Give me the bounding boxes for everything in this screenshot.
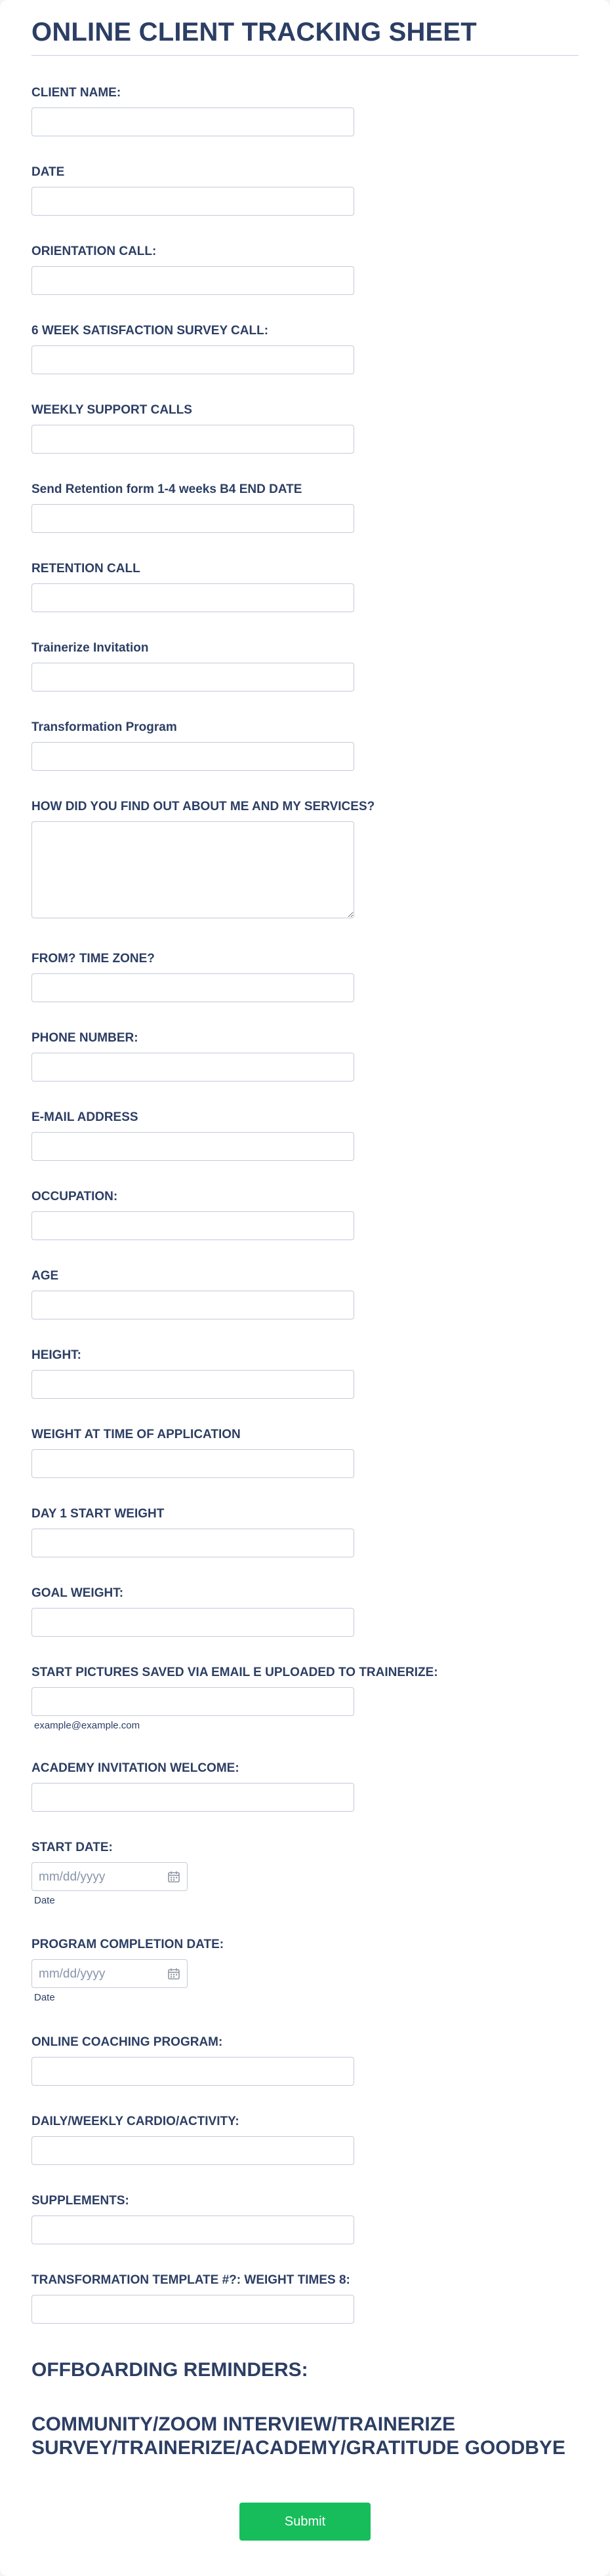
field-trainerize-invitation [31, 640, 579, 692]
field-label: FROM? TIME ZONE? [31, 952, 155, 966]
field-satisfaction-survey-call [31, 323, 579, 374]
field-start-pictures-email [31, 1665, 579, 1731]
client-name-input[interactable] [31, 107, 354, 136]
field-academy-invitation [31, 1761, 579, 1812]
field-label: ORIENTATION CALL: [31, 244, 157, 258]
field-label: AGE [31, 1269, 59, 1283]
field-label: TRANSFORMATION TEMPLATE #?: WEIGHT TIMES 8: [31, 2273, 350, 2287]
calendar-icon[interactable] [167, 1967, 180, 1980]
field-weekly-support-calls [31, 402, 579, 454]
field-label: E-MAIL ADDRESS [31, 1110, 138, 1124]
field-label: START DATE: [31, 1841, 113, 1854]
field-age [31, 1268, 579, 1319]
field-retention-call [31, 561, 579, 612]
field-client-name [31, 85, 579, 136]
transformation-program-input[interactable] [31, 742, 354, 771]
field-start-date [31, 1840, 579, 1906]
community-heading: COMMUNITY/ZOOM INTERVIEW/TRAINERIZE SURVEY/TRAINERIZE/ACADEMY/GRATITUDE GOODBYE [31, 2413, 565, 2459]
retention-form-input[interactable] [31, 504, 354, 533]
date-input[interactable] [31, 187, 354, 216]
field-orientation-call [31, 244, 579, 295]
date-sublabel: Date [34, 1992, 55, 2003]
supplements-input[interactable] [31, 2215, 354, 2244]
trainerize-invitation-input[interactable] [31, 663, 354, 692]
field-label: START PICTURES SAVED VIA EMAIL E UPLOADED TO TRAINERIZE: [31, 1666, 438, 1679]
form-title: ONLINE CLIENT TRACKING SHEET [31, 17, 579, 56]
field-label: WEEKLY SUPPORT CALLS [31, 403, 192, 417]
field-transformation-template [31, 2273, 579, 2324]
occupation-input[interactable] [31, 1211, 354, 1240]
field-label: DAILY/WEEKLY CARDIO/ACTIVITY: [31, 2115, 239, 2128]
field-cardio-activity [31, 2114, 579, 2165]
field-label: OCCUPATION: [31, 1190, 118, 1203]
field-label: DAY 1 START WEIGHT [31, 1507, 165, 1521]
field-label: HOW DID YOU FIND OUT ABOUT ME AND MY SERVICES? [31, 800, 375, 813]
completion-date-input[interactable] [31, 1959, 188, 1988]
field-label: ONLINE COACHING PROGRAM: [31, 2035, 223, 2049]
transformation-template-input[interactable] [31, 2295, 354, 2324]
field-time-zone [31, 951, 579, 1002]
start-date-input[interactable] [31, 1862, 188, 1891]
field-program-completion-date [31, 1937, 579, 2003]
field-label: Transformation Program [31, 720, 177, 734]
field-occupation [31, 1189, 579, 1240]
email-address-input[interactable] [31, 1132, 354, 1161]
online-coaching-program-input[interactable] [31, 2057, 354, 2086]
age-input[interactable] [31, 1291, 354, 1319]
how-did-you-find-textarea[interactable] [31, 821, 354, 918]
field-retention-form [31, 482, 579, 533]
field-phone-number [31, 1030, 579, 1082]
field-label: Trainerize Invitation [31, 641, 149, 655]
calendar-icon[interactable] [167, 1870, 180, 1883]
orientation-call-input[interactable] [31, 266, 354, 295]
height-input[interactable] [31, 1370, 354, 1399]
weekly-support-calls-input[interactable] [31, 425, 354, 454]
field-label: DATE [31, 165, 65, 179]
field-label: SUPPLEMENTS: [31, 2194, 129, 2208]
email-sublabel: example@example.com [34, 1720, 140, 1731]
field-date [31, 165, 579, 216]
phone-number-input[interactable] [31, 1053, 354, 1082]
field-label: CLIENT NAME: [31, 86, 121, 100]
field-label: PHONE NUMBER: [31, 1031, 138, 1045]
offboarding-heading: OFFBOARDING REMINDERS: [31, 2359, 308, 2381]
academy-invitation-input[interactable] [31, 1783, 354, 1812]
field-label: RETENTION CALL [31, 562, 140, 576]
weight-at-application-input[interactable] [31, 1449, 354, 1478]
field-transformation-program [31, 720, 579, 771]
date-placeholder: mm/dd/yyyy [39, 1967, 106, 1981]
satisfaction-survey-call-input[interactable] [31, 345, 354, 374]
field-label: PROGRAM COMPLETION DATE: [31, 1938, 224, 1951]
field-label: HEIGHT: [31, 1348, 81, 1362]
date-sublabel: Date [34, 1895, 55, 1906]
field-day1-start-weight [31, 1506, 579, 1557]
start-pictures-email-input[interactable] [31, 1687, 354, 1716]
field-supplements [31, 2193, 579, 2244]
field-label: ACADEMY INVITATION WELCOME: [31, 1761, 239, 1775]
field-email-address [31, 1110, 579, 1161]
field-weight-at-application [31, 1427, 579, 1478]
field-label: 6 WEEK SATISFACTION SURVEY CALL: [31, 324, 269, 338]
field-how-did-you-find [31, 799, 579, 918]
retention-call-input[interactable] [31, 583, 354, 612]
cardio-activity-input[interactable] [31, 2136, 354, 2165]
field-label: WEIGHT AT TIME OF APPLICATION [31, 1428, 241, 1441]
time-zone-input[interactable] [31, 973, 354, 1002]
field-label: Send Retention form 1-4 weeks B4 END DATE [31, 482, 302, 496]
field-height [31, 1348, 579, 1399]
day1-start-weight-input[interactable] [31, 1529, 354, 1557]
date-placeholder: mm/dd/yyyy [39, 1870, 106, 1884]
field-label: GOAL WEIGHT: [31, 1586, 124, 1600]
submit-button[interactable]: Submit [239, 2503, 371, 2541]
goal-weight-input[interactable] [31, 1608, 354, 1637]
field-online-coaching-program [31, 2035, 579, 2086]
field-goal-weight [31, 1586, 579, 1637]
